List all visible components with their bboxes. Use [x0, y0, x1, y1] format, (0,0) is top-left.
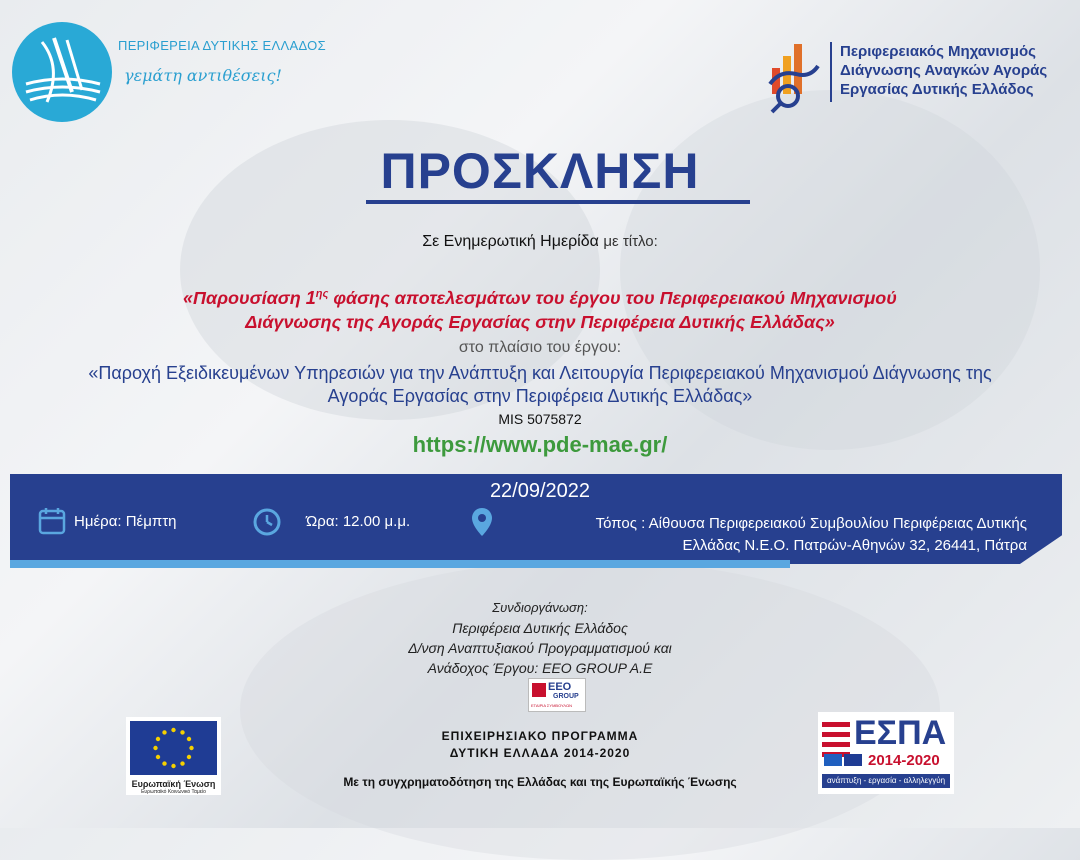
espa-logo-name: ΕΣΠΑ: [854, 714, 947, 752]
intro-text: [0, 233, 1080, 251]
organizers-label: Συνδιοργάνωση:: [492, 600, 588, 615]
organizer-line-1: Περιφέρεια Δυτικής Ελλάδος: [452, 620, 628, 636]
location-pin-icon: [470, 506, 494, 538]
eeo-logo-tag: ΕΤΑΙΡΙΑ ΣΥΜΒΟΥΛΩΝ: [531, 703, 572, 708]
eeo-logo-sub: GROUP: [553, 693, 579, 700]
project-title-line-2: Αγοράς Εργασίας στην Περιφέρεια Δυτικής Ελλάδας»: [327, 386, 753, 406]
region-logo: [12, 22, 112, 122]
event-title-line-2: Διάγνωσης της Αγοράς Εργασίας στην Περιφέρεια Δυτικής Ελλάδας»: [245, 312, 835, 332]
calendar-icon: [38, 506, 66, 536]
programme-line-1: ΕΠΙΧΕΙΡΗΣΙΑΚΟ ΠΡΟΓΡΑΜΜΑ: [441, 729, 639, 743]
mechanism-line-2: Διάγνωσης Αναγκών Αγοράς: [840, 62, 1048, 79]
event-day: Ημέρα: Πέμπτη: [74, 513, 177, 530]
context-text: στο πλαίσιο του έργου:: [458, 339, 622, 356]
event-place-line-2: Ελλάδας Ν.Ε.Ο. Πατρών-Αθηνών 32, 26441, Πάτρα: [682, 537, 1027, 554]
greek-flag-icon: [824, 754, 842, 766]
eu-logo-line-2: Ευρωπαϊκό Κοινωνικό Ταμείο: [141, 789, 206, 795]
project-title-line-1: «Παροχή Εξειδικευμένων Υπηρεσιών για την Ανάπτυξη και Λειτουργία Περιφερειακού Μηχανισμού Διάγνωσης της: [88, 363, 992, 383]
eeo-logo-name: EEO: [548, 681, 572, 693]
mechanism-line-1: Περιφερειακός Μηχανισμός: [840, 43, 1036, 60]
intro-suffix: με τίτλο:: [603, 233, 658, 250]
mis-code: MIS 5075872: [498, 411, 582, 427]
event-time: Ώρα: 12.00 μ.μ.: [306, 513, 411, 530]
espa-logo-years: 2014-2020: [868, 752, 940, 769]
eeo-group-logo: [528, 678, 586, 712]
organizer-line-2: Δ/νση Αναπτυξιακού Προγραμματισμού και: [408, 640, 672, 656]
organizers: [0, 598, 1080, 678]
details-band-accent: [10, 560, 790, 568]
mechanism-divider: [830, 42, 832, 102]
event-place-line-1: Τόπος : Αίθουσα Περιφερειακού Συμβουλίου Περιφέρειας Δυτικής: [595, 515, 1027, 532]
espa-logo: [818, 712, 954, 794]
clock-icon: [252, 507, 282, 537]
website-link[interactable]: https://www.pde-mae.gr/: [412, 432, 668, 457]
mechanism-line-3: Εργασίας Δυτικής Ελλάδος: [840, 81, 1034, 98]
mechanism-name: [840, 42, 1047, 99]
eeo-square-icon: [532, 683, 546, 697]
ordinal-superscript: ης: [315, 288, 329, 300]
region-slogan: γεμάτη αντιθέσεις!: [124, 66, 282, 85]
event-title-line-1: «Παρουσίαση $1^{\eta\varsigma}$ φάσης αποτελεσμάτων του έργου του Περιφερειακού Μηχανισμού: [183, 288, 897, 308]
event-place: [505, 513, 1027, 557]
programme-line-2: ΔΥΤΙΚΗ ΕΛΛΑΔΑ 2014-2020: [449, 746, 631, 760]
cofunding-note: Με τη συγχρηματοδότηση της Ελλάδας και της Ευρωπαϊκής Ένωσης: [343, 775, 737, 789]
region-name: ΠΕΡΙΦΕΡΕΙΑ ΔΥΤΙΚΗΣ ΕΛΛΑΔΟΣ: [118, 38, 326, 53]
region-logo-icon: [12, 22, 112, 122]
project-title: [0, 362, 1080, 408]
event-date: 22/09/2022: [489, 480, 591, 502]
page-title: ΠΡΟΣΚΛΗΣΗ: [380, 143, 700, 199]
espa-logo-motto: ανάπτυξη - εργασία - αλληλεγγύη: [822, 774, 950, 788]
mechanism-logo-icon: [766, 40, 826, 116]
eu-logo-line-1: Ευρωπαϊκή Ένωση: [131, 779, 216, 789]
event-title: [0, 282, 1080, 334]
eu-mini-flag-icon: [844, 754, 862, 766]
intro-main: Σε Ενημερωτική Ημερίδα: [422, 233, 599, 250]
title-underline: [366, 200, 750, 204]
organizer-line-3: Ανάδοχος Έργου: EEO GROUP A.E: [427, 660, 653, 676]
